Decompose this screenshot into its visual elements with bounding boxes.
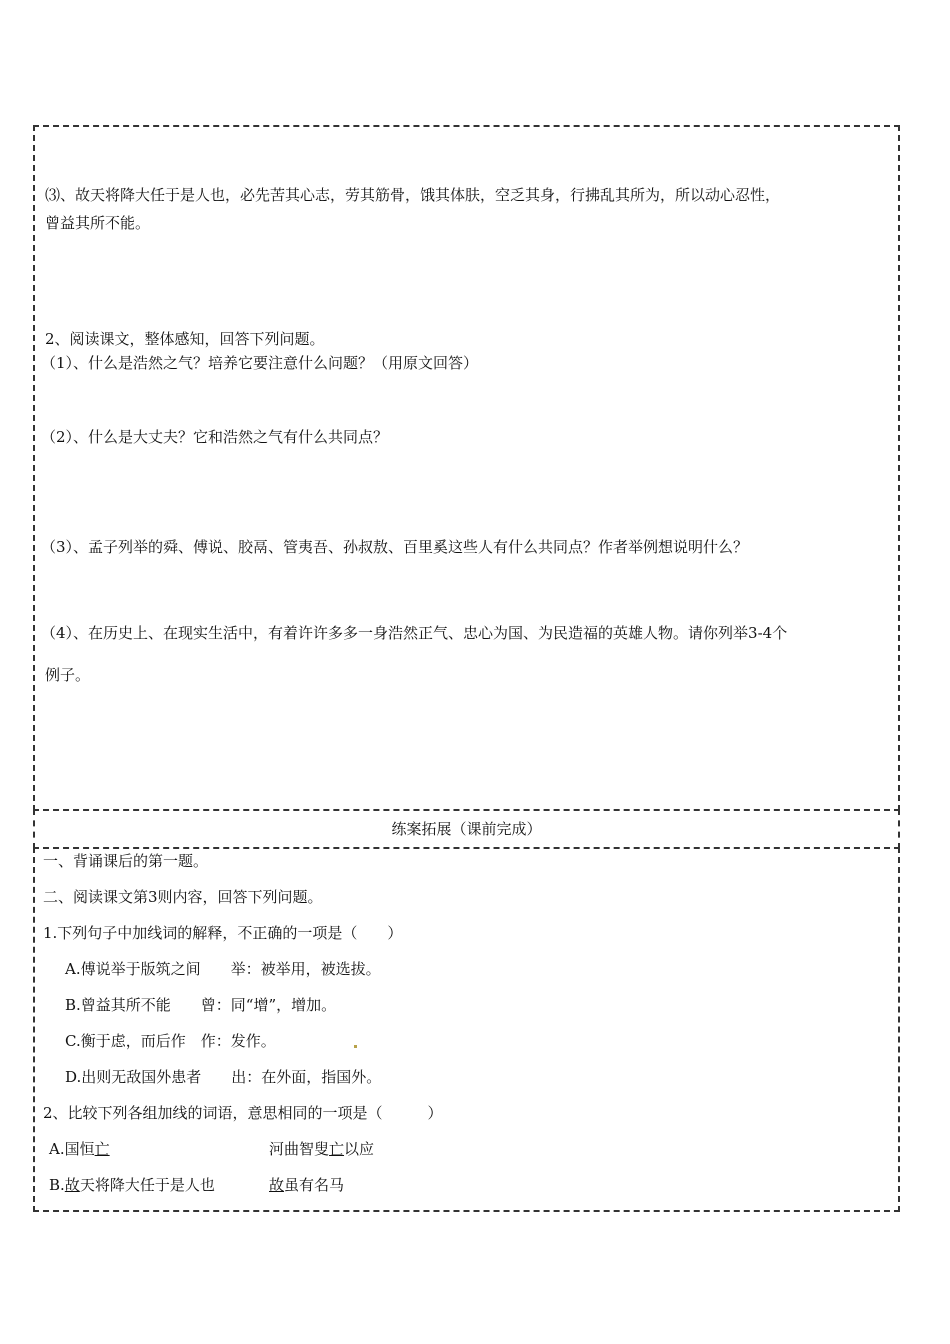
mc-question-1-option-d: D.出则无敌国外患者 出：在外面，指国外。 — [65, 1068, 382, 1086]
task-1: 一、背诵课后的第一题。 — [43, 852, 209, 870]
mc-question-1-option-c: C.衡于虑，而后作 作：发作。 — [65, 1032, 276, 1050]
bottom-section-box — [33, 847, 900, 1212]
question-2-1: （1）、什么是浩然之气？培养它要注意什么问题？（用原文回答） — [41, 354, 479, 372]
passage-3-line-1: ⑶、故天将降大任于是人也，必先苦其心志，劳其筋骨，饿其体肤，空乏其身，行拂乱其所为，所以动心忍性， — [45, 186, 781, 204]
section-header-title: 练案拓展（课前完成） — [391, 819, 542, 838]
question-2-4-line-1: （4）、在历史上、在现实生活中，有着许许多多一身浩然正气、忠心为国、为民造福的英雄人物。请你列举3-4个 — [41, 624, 788, 642]
question-2-2: （2）、什么是大丈夫？它和浩然之气有什么共同点？ — [41, 428, 389, 446]
mc-question-2: 2、比较下列各组加线的词语，意思相同的一项是（ ） — [43, 1104, 443, 1122]
mc-question-1-option-a: A.傅说举于版筑之间 举：被举用，被选拔。 — [65, 960, 381, 978]
mc-question-1: 1.下列句子中加线词的解释，不正确的一项是（ ） — [43, 924, 403, 942]
underlined-word: 亡 — [94, 1140, 110, 1158]
top-section-box — [33, 125, 900, 811]
mc-question-1-option-b: B.曾益其所不能 曾：同“增”，增加。 — [65, 996, 337, 1014]
underlined-word: 故 — [269, 1176, 285, 1194]
question-2-intro: 2、阅读课文，整体感知，回答下列问题。 — [45, 330, 325, 348]
mc-question-2-option-a-left: A.国恒亡 — [49, 1140, 110, 1158]
question-2-4-line-2: 例子。 — [45, 666, 91, 684]
section-header-box — [33, 809, 900, 849]
mc-question-2-option-a-right: 河曲智叟亡以应 — [269, 1140, 375, 1158]
mc-question-2-option-b-right: 故虽有名马 — [269, 1176, 345, 1194]
decorative-dot — [354, 1045, 357, 1048]
task-2: 二、阅读课文第3则内容，回答下列问题。 — [43, 888, 323, 906]
mc-question-2-option-b-left: B.故天将降大任于是人也 — [49, 1176, 215, 1194]
passage-3-line-2: 曾益其所不能。 — [45, 214, 151, 232]
underlined-word: 故 — [64, 1176, 80, 1194]
underlined-word: 亡 — [329, 1140, 345, 1158]
question-2-3: （3）、孟子列举的舜、傅说、胶鬲、管夷吾、孙叔敖、百里奚这些人有什么共同点？作者举例想说明什么？ — [41, 538, 749, 556]
